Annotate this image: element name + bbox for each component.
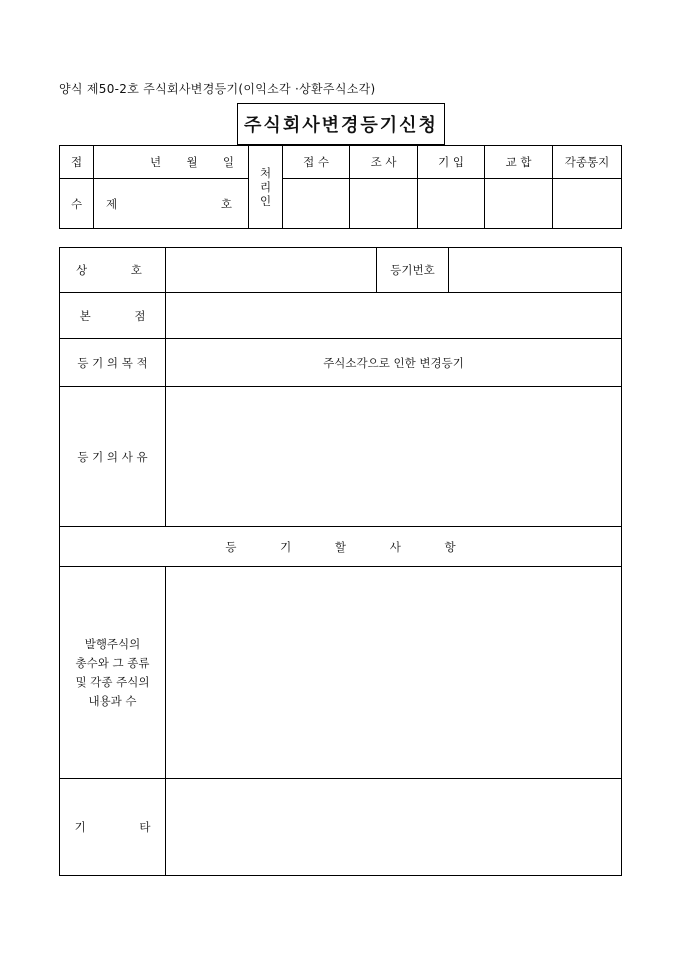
column-receipt: 접 수 [283,146,350,179]
receipt-number-cell[interactable] [94,179,249,229]
issued-shares-field[interactable] [166,567,622,779]
other-label: 기 타 [60,779,166,876]
form-title: 주식회사변경등기신청 [237,103,445,145]
registration-purpose-label: 등 기 의 목 적 [60,339,166,387]
review-stamp-cell[interactable] [350,179,418,229]
column-notices: 각종통지 [553,146,622,179]
receipt-stamp-cell[interactable] [283,179,350,229]
registration-purpose-value[interactable]: 주식소각으로 인한 변경등기 [166,339,622,387]
day-label: 일 [222,155,234,169]
check-stamp-cell[interactable] [485,179,553,229]
head-office-label: 본 점 [60,293,166,339]
issued-shares-label: 발행주식의 총수와 그 종류 및 각종 주식의 내용과 수 [60,567,166,779]
number-suffix-label: 호 [220,196,232,211]
head-office-field[interactable] [166,293,622,339]
receipt-table [59,145,622,229]
registry-number-field[interactable] [449,248,622,293]
column-check: 교 합 [485,146,553,179]
number-prefix-label: 제 [106,196,118,211]
column-review: 조 사 [350,146,418,179]
receipt-label-jeop: 접 [60,146,94,179]
entry-stamp-cell[interactable] [418,179,485,229]
trade-name-label: 상 호 [60,248,166,293]
receipt-date-cell[interactable] [94,146,249,179]
registry-number-label: 등기번호 [377,248,449,293]
application-table [59,247,622,876]
registration-cause-field[interactable] [166,387,622,527]
registration-cause-label: 등 기 의 사 유 [60,387,166,527]
year-label: 년 [150,155,162,169]
month-label: 월 [186,155,198,169]
trade-name-field[interactable] [166,248,377,293]
receipt-label-su: 수 [60,179,94,229]
processor-label: 처 리 인 [249,146,283,229]
column-entry: 기 입 [418,146,485,179]
form-number-caption: 양식 제50-2호 주식회사변경등기(이익소각 ·상환주식소각) [59,82,376,96]
notices-stamp-cell[interactable] [553,179,622,229]
other-field[interactable] [166,779,622,876]
registration-items-header: 등 기 할 사 항 [60,527,622,567]
